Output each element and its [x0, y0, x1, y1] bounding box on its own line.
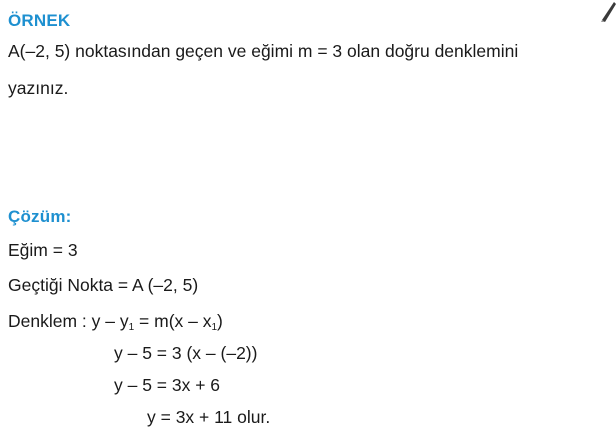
equation-mid: = m(x – x [134, 311, 212, 331]
slope-line: Eğim = 3 [8, 240, 78, 260]
question-line-2: yazınız. [8, 78, 69, 98]
step-3-line: y = 3x + 11 olur. [147, 407, 271, 427]
solution-heading: Çözüm: [8, 207, 72, 226]
equation-end: ) [217, 311, 223, 331]
equation-prefix: Denklem : y – y [8, 311, 129, 331]
example-heading: ÖRNEK [8, 11, 71, 30]
equation-subscript-1: 1 [128, 322, 135, 333]
equation-subscript-2: 1 [211, 322, 218, 333]
pen-icon [596, 0, 616, 22]
step-2-line: y – 5 = 3x + 6 [114, 375, 221, 395]
question-line-1: A(–2, 5) noktasından geçen ve eğimi m = 3 olan doğru denklemini [8, 41, 519, 61]
step-1-line: y – 5 = 3 (x – (–2)) [114, 343, 258, 363]
point-line: Geçtiği Nokta = A (–2, 5) [8, 275, 199, 295]
equation-line [8, 311, 223, 331]
